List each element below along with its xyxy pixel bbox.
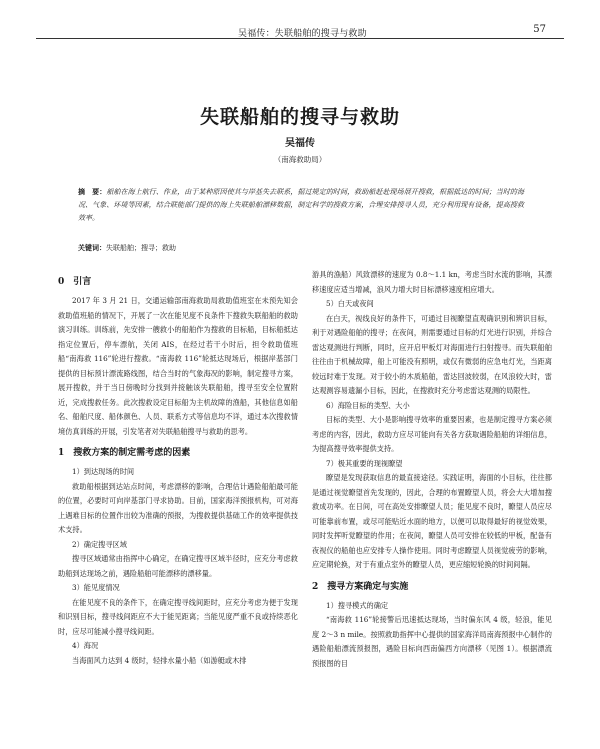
abstract-text: 船舶在海上航行、作业，由于某种原因使其与岸基失去联系，据过规定的时间，救助船赶赴现场展开搜救，根据抵达的时间；当时的海况、气象、环境等因素，结合联能部门提供的海上失联船舶漂移数据，制定科学的搜救方案，合理安排搜寻人员，充分利用现有设备，提高搜救效率。 [78, 188, 525, 222]
header-rule [36, 38, 564, 39]
subsection-heading: 1）搜寻模式的确定 [326, 600, 389, 610]
subsection-heading: 3）能见度情况 [72, 583, 120, 592]
paragraph: 2017 年 3 月 21 日，交通运输部南海救助局救助值班室在未预先知会救助值班船的情况下，开展了一次在能见度不良条件下搜救失联船舶的救助演习训练。训练前，先安排一艘救小的船舶作为搜救的目标船，目标船抵达指定位置后，停车漂航，关闭 AIS，在经过若干小时后，担令救助值班船“南海救 116”轮进行搜救。“南海救 116”轮抵达现场后，根据岸基部门提供的目标预计漂流路线图，结合当时的气象海况的影响，制定搜寻方案，展开搜救，并于当日傍晚时分找到并接触该失联船舶，搜寻至安全位置附近，完成搜救任务。此次搜救设定目标船为主机故障的渔船，其他信息如船名、船舶尺度、船体颜色、人员、联系方式等信息均不详，通过本次搜救情境仿真训练的开展，引发笔者对失联船舶搜寻与救助的思考。 [58, 296, 298, 436]
paragraph: 瞭望是发现获取信息的最直接途径。实践证明，海面的小目标，往往都是通过视觉瞭望首先发现的，因此，合理的布置瞭望人员，将会大大增加搜救成功率。在日间，可在高处安排瞭望人员；能见度不良时，瞭望人员应尽可能靠前布置，或尽可能贴近水面的地方，以便可以取得最好的视觉效果，同时发挥听觉瞭望的作用；在夜间，瞭望人员可安排在较低的甲板，配备有夜视仪的船舶也应安排专人操作使用。同时考虑瞭望人员视觉疲劳的影响，应定期轮换，对于有重点室外的瞭望人员，更应缩短轮换的时间间隔。 [312, 473, 552, 569]
subsection-heading: 7）极其重要的现视瞭望 [326, 458, 403, 468]
abstract [78, 185, 524, 225]
right-column [312, 268, 552, 671]
section-heading: 0 引言 [58, 277, 92, 287]
keywords-text: 失联船舶；搜寻；救助 [106, 244, 176, 252]
left-column [58, 268, 298, 668]
section-heading: 1 搜救方案的制定需考虑的因素 [58, 448, 191, 458]
page-header [0, 0, 600, 40]
page-number: 57 [533, 24, 546, 35]
section-heading: 2 搜寻方案确定与实施 [312, 581, 409, 592]
keywords-label: 关键词： [78, 243, 106, 252]
subsection-heading: 1）到达现场的时间 [72, 467, 135, 476]
running-title: 吴福传：失联船舶的搜寻与救助 [238, 29, 367, 39]
article-title: 失联船舶的搜寻与救助 [199, 106, 400, 128]
paragraph: 在能见度不良的条件下，在确定搜寻线间距时，应充分考虑为便于发现和识别目标，搜寻线间距应不大于能见距离；当能见度严重不良或持续恶化时，应尽可能减小搜寻线间距。 [58, 597, 298, 636]
paragraph: 目标的类型、大小是影响搜寻效率的重要因素，也是制定搜寻方案必须考虑的内容，因此，救助方应尽可能向有关各方获取遇险船舶的详细信息，为提高搜寻效率提供支持。 [312, 415, 552, 453]
affiliation: （南海救助局） [273, 155, 327, 164]
subsection-heading: 2）确定搜寻区域 [72, 539, 127, 549]
paragraph: 游具的漁船）风致漂移的速度为 0.8～1.1 kn，考虑当时水流的影响，其漂移速度应适当增减，浪风力增大时目标漂移速度相应增大。 [312, 270, 552, 294]
abstract-label: 摘 要： [78, 187, 107, 196]
subsection-heading: 6）海险目标的类型、大小 [326, 400, 410, 410]
keywords [78, 242, 524, 254]
paragraph: 在白天，视线良好的条件下，可通过目视瞭望直观确识别和辨识目标，利于对遇险船舶的搜寻；在夜间，则需要通过目标的灯光进行识别，并综合雷达观测进行判断，同时，应开启甲板灯对海面进行扫射搜寻。而失联船舶往往由于机械故障，船上可能没有照明，或仅有微弱的应急电灯光，当距离较远时难于发现。对于较小的木质船舶，雷达回波较弱，在风浪较大时，雷达观测容易遗漏小目标，因此，在搜救时充分考虑雷达观测的局限性。 [312, 313, 552, 395]
author: 吴福传 [285, 138, 315, 149]
paragraph: 当海面风力达到 4 级时，轻排水量小船（如游艇或木排 [72, 655, 247, 665]
paragraph: 救助船根据到达站点时间，考虑漂移的影响，合理估计遇险船舶最可能的位置，必要时可向岸基部门寻求协助。目前，国家海洋预报机构，可对海上遇难目标的位置作出较为准确的预报，为搜救提供基础工作的效率提供技术支持。 [58, 481, 298, 534]
subsection-heading: 5）白天或夜间 [326, 299, 374, 308]
paragraph: 搜寻区域通常由指挥中心确定，在确定搜寻区域半径时，应充分考虑救助船到达现场之前，遇险船舶可能漂移的漂移量。 [58, 554, 298, 578]
subsection-heading: 4）海况 [72, 641, 99, 650]
paragraph: “南海救 116”轮接警后迅速抵达现场，当时偏东风 4 级，轻浪，能见度 2～3 n mile。按照救助指挥中心提供的国家海洋局南海预报中心制作的遇险船舶漂流预报图，遇险目标向西南偏西方向漂移（见图 1）。根据漂流预报图的目 [312, 615, 552, 668]
